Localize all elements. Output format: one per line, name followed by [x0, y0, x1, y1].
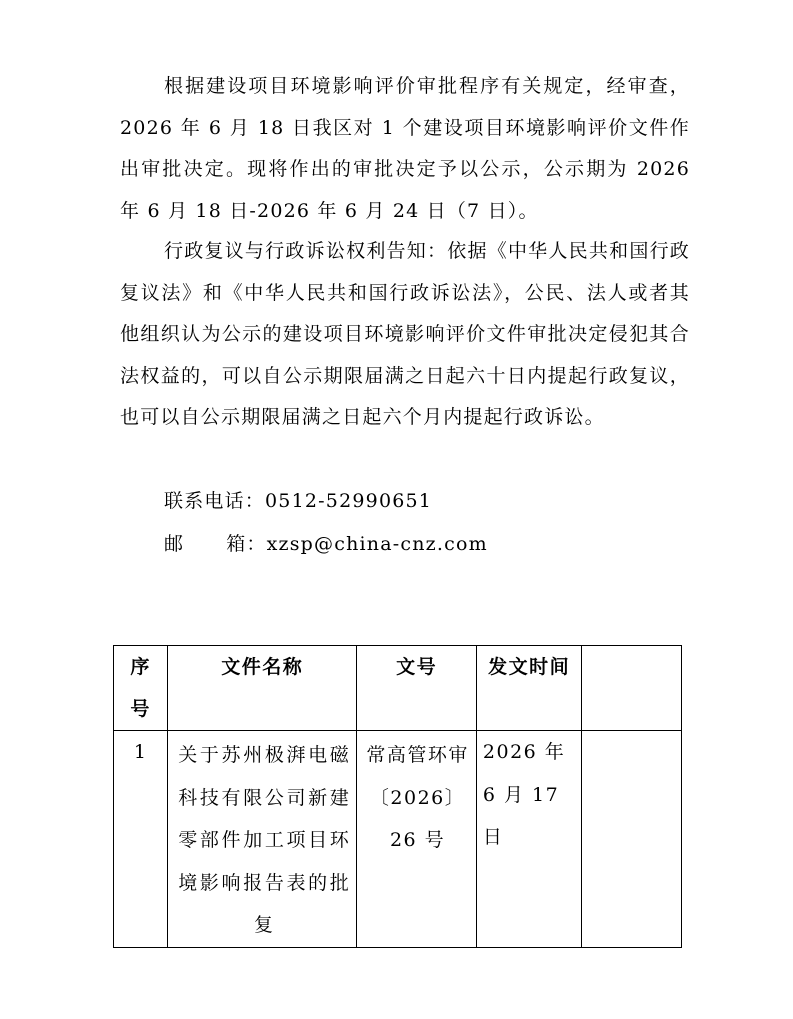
approval-table: [113, 645, 682, 948]
header-issue-date: 发文时间: [476, 646, 582, 731]
header-seq-line1: 序: [130, 656, 151, 678]
email-label-first: 邮: [164, 533, 185, 555]
row-doc-number: 常高管环审〔2026〕26 号: [366, 744, 469, 851]
header-extra: [582, 646, 682, 731]
header-seq: [114, 646, 168, 731]
header-seq-line2: 号: [130, 698, 151, 720]
email-address: xzsp@china-cnz.com: [266, 533, 488, 555]
approval-notice-paragraph: 根据建设项目环境影响评价审批程序有关规定，经审查，2026 年 6 月 18 日我区对 1 个建设项目环境影响评价文件作出审批决定。现将作出的审批决定予以公示，公示期为 2026 年 6 月 18 日-2026 年 6 月 24 日（7 日）。: [120, 75, 690, 222]
row-extra: [582, 731, 682, 948]
table-row: [114, 731, 682, 948]
row-file-name-cell: [168, 731, 357, 948]
email-label-second: 箱：: [226, 533, 267, 555]
table-header-row: [114, 646, 682, 731]
row-issue-date-cell: [476, 731, 582, 948]
row-file-name: 关于苏州极湃电磁科技有限公司新建零部件加工项目环境影响报告表的批复: [178, 744, 351, 936]
header-file-name: 文件名称: [168, 646, 357, 731]
phone-label: 联系电话：: [164, 490, 266, 512]
contact-phone-line: [164, 486, 432, 513]
row-doc-number-cell: [357, 731, 477, 948]
contact-email-line: [164, 529, 488, 556]
rights-notice-paragraph: 行政复议与行政诉讼权利告知：依据《中华人民共和国行政复议法》和《中华人民共和国行政诉讼法》，公民、法人或者其他组织认为公示的建设项目环境影响评价文件审批决定侵犯其合法权益的，可以自公示期限届满之日起六十日内提起行政复议，也可以自公示期限届满之日起六个月内提起行政诉讼。: [120, 240, 690, 428]
row-issue-date: 2026 年 6 月 17 日: [482, 741, 566, 848]
row-seq: 1: [114, 731, 168, 948]
header-doc-number: 文号: [357, 646, 477, 731]
phone-number: 0512-52990651: [265, 490, 433, 512]
